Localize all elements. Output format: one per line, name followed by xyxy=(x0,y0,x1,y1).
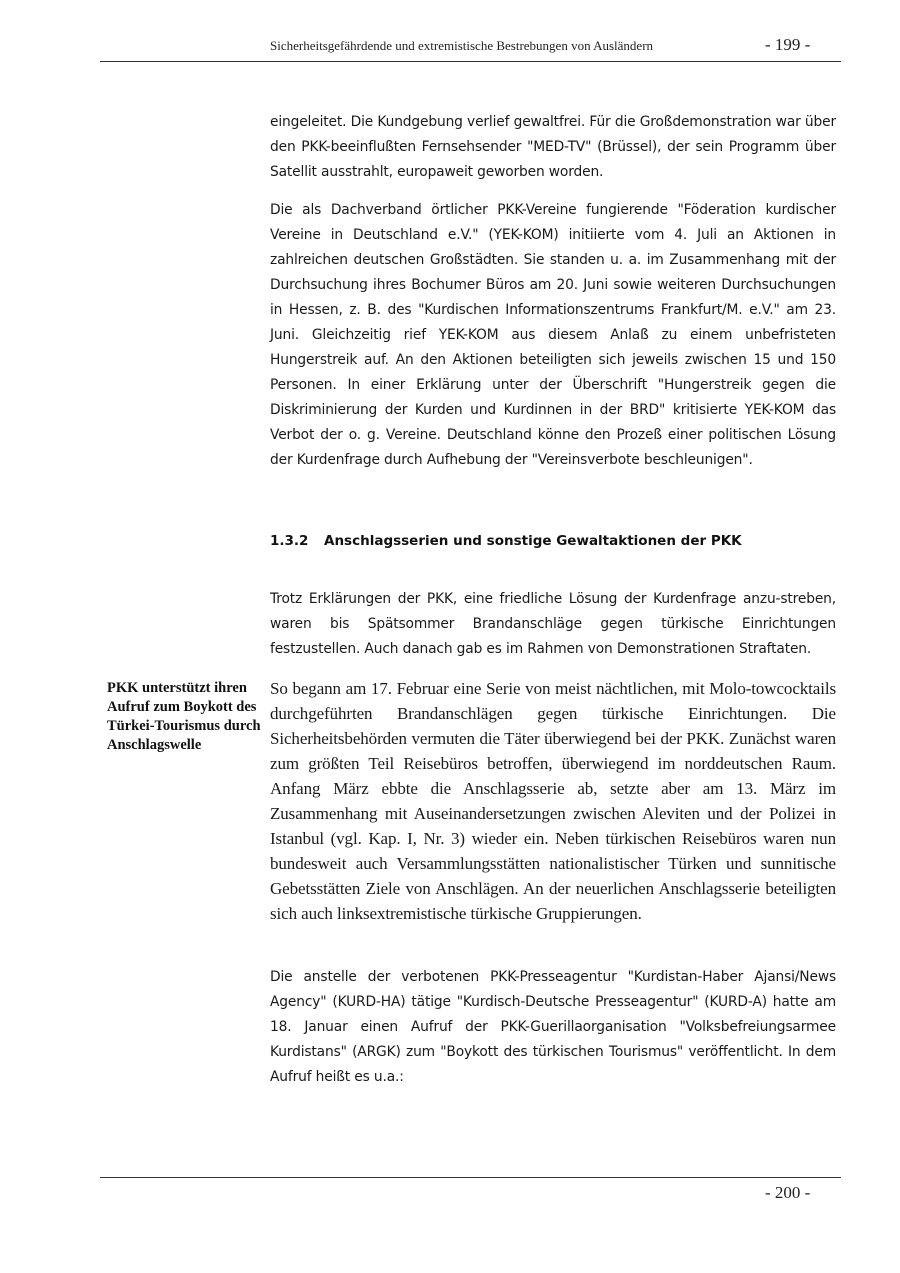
paragraph-5: Die anstelle der verbotenen PKK-Presseagentur "Kurdistan-Haber Ajansi/News Agency" (KURD-HA) tätige "Kurdisch-Deutsche Presseagentur" (KURD-A) hatte am 18. Januar einen Aufruf der PKK-Guerillaorganisation "Volksbefreiungsarmee Kurdistans" (ARGK) zum "Boykott des türkischen Tourismus" veröffentlicht. In dem Aufruf heißt es u.a.: xyxy=(270,969,836,1085)
paragraph-2: Die als Dachverband örtlicher PKK-Vereine fungierende "Föderation kurdischer Vereine in Deutschland e.V." (YEK-KOM) initiierte vom 4. Juli an Aktionen in zahlreichen deutschen Großstädten. Sie standen u. a. im Zusammenhang mit der Durchsuchung ihres Bochumer Büros am 20. Juni sowie weiteren Durchsuchungen in Hessen, z. B. des "Kurdischen Informationszentrums Frankfurt/M. e.V." am 23. Juni. Gleichzeitig rief YEK-KOM aus diesem Anlaß zu einem unbefristeten Hungerstreik auf. An den Aktionen beteiligten sich jeweils zwischen 15 und 150 Personen. In einer Erklärung unter der Überschrift "Hungerstreik gegen die Diskriminierung der Kurden und Kurdinnen in der BRD" kritisierte YEK-KOM das Verbot der o. g. Vereine. Deutschland könne den Prozeß einer politischen Lösung der Kurdenfrage durch Aufhebung der "Vereinsverbote beschleunigen". xyxy=(270,202,836,468)
footer-rule xyxy=(100,1177,841,1178)
paragraph-1: eingeleitet. Die Kundgebung verlief gewaltfrei. Für die Großdemonstration war über den PKK-beeinflußten Fernsehsender "MED-TV" (Brüssel), der sein Programm über Satellit ausstrahlt, europaweit geworben worden. xyxy=(270,114,836,180)
page-number-top: - 199 - xyxy=(765,35,811,54)
header-rule xyxy=(100,61,841,62)
paragraph-3: Trotz Erklärungen der PKK, eine friedliche Lösung der Kurdenfrage anzu-streben, waren bis Spätsommer Brandanschläge gegen türkische Einrichtungen festzustellen. Auch danach gab es im Rahmen von Demonstrationen Straftaten. xyxy=(270,591,836,657)
section-number: 1.3.2 xyxy=(270,533,309,549)
margin-note: PKK unterstützt ihren Aufruf zum Boykott des Türkei-Tourismus durch Anschlagswelle xyxy=(107,680,261,753)
paragraph-4: So begann am 17. Februar eine Serie von meist nächtlichen, mit Molo-towcocktails durchgeführten Brandanschlägen gegen türkische Einrichtungen. Die Sicherheitsbehörden vermuten die Täter überwiegend bei der PKK. Zunächst waren zum größten Teil Reisebüros betroffen, überwiegend im norddeutschen Raum. Anfang März ebbte die Anschlagsserie ab, setzte aber am 13. März im Zusammenhang mit Auseinandersetzungen zwischen Aleviten und der Polizei in Istanbul (vgl. Kap. I, Nr. 3) wieder ein. Neben türkischen Reisebüros waren nun bundesweit auch Versammlungsstätten nationalistischer Türken und sunnitische Gebetsstätten Ziele von Anschlägen. An der neuerlichen Anschlagsserie beteiligten sich auch linksextremistische türkische Gruppierungen. xyxy=(270,679,836,923)
header-title: Sicherheitsgefährdende und extremistische Bestrebungen von Ausländern xyxy=(270,38,654,53)
page-number-bottom: - 200 - xyxy=(765,1183,811,1202)
section-heading xyxy=(270,533,742,549)
section-title: Anschlagsserien und sonstige Gewaltaktionen der PKK xyxy=(324,533,742,549)
